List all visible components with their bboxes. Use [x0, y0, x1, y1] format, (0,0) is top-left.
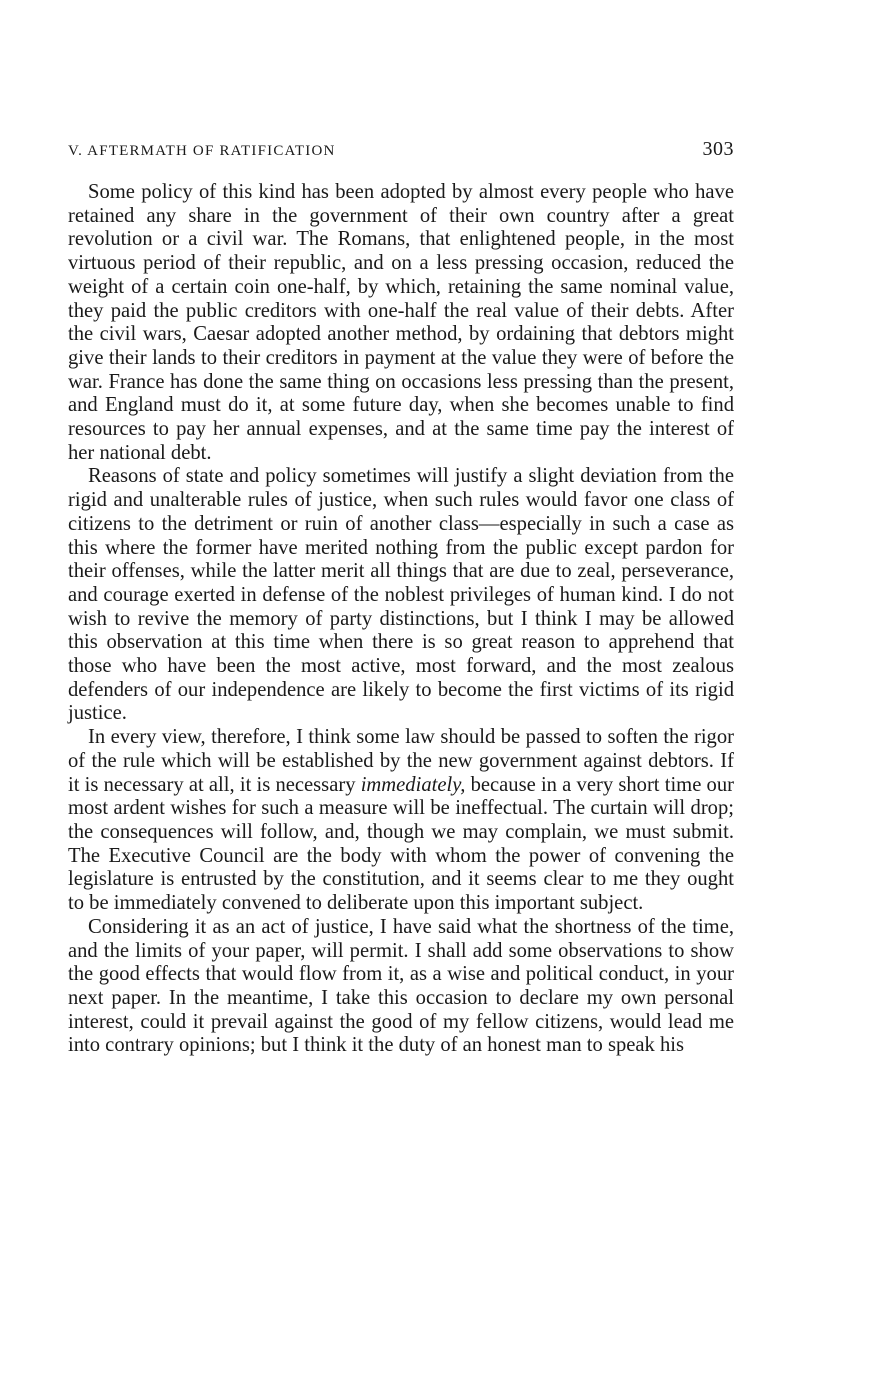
paragraph-1: Some policy of this kind has been adopted by almost every people who have retained any share in the government of their own country after a great revolution or a civil war. The Romans, that enlightened people, in the most virtuous period of their republic, and on a less pressing occasion, reduced the weight of a certain coin one-half, by which, retaining the same nominal value, they paid the public creditors with one-half the real value of their debts. After the civil wars, Caesar adopted another method, by ordaining that debtors might give their lands to their creditors in payment at the value they were of before the war. France has done the same thing on occasions less pressing than the present, and England must do it, at some future day, when she becomes unable to find resources to pay her annual expenses, and at the same time pay the interest of her national debt.: [68, 181, 734, 464]
paragraph-4: Considering it as an act of justice, I have said what the shortness of the time, and the limits of your paper, will permit. I shall add some observations to show the good effects that would flow from it, as a wise and political conduct, in your next paper. In the meantime, I take this occasion to declare my own personal interest, could it prevail against the good of my fellow citizens, would lead me into contrary opinions; but I think it the duty of an honest man to speak his: [68, 915, 734, 1057]
body-text: [68, 181, 734, 1058]
paragraph-3: [68, 726, 734, 916]
paragraph-2: Reasons of state and policy sometimes will justify a slight deviation from the rigid and unalterable rules of justice, when such rules would favor one class of citizens to the detriment or ruin of another class—especially in such a case as this where the former have merited nothing from the public except pardon for their offenses, while the latter merit all things that are due to zeal, perseverance, and courage exerted in defense of the noblest privileges of human kind. I do not wish to revive the memory of party distinctions, but I think I may be allowed this observation at this time when there is so great reason to apprehend that those who have been the most active, most forward, and the most zealous defenders of our independence are likely to become the first victims of its rigid justice.: [68, 465, 734, 725]
document-page: [68, 138, 734, 1058]
paragraph-3-text-after: because in a very short time our most ardent wishes for such a measure will be ineffectual. The curtain will drop; the consequences will follow, and, though we may complain, we must submit. The Executive Council are the body with whom the power of convening the legislature is entrusted by the constitution, and it seems clear to me they ought to be immediately convened to deliberate upon this important subject.: [68, 773, 734, 915]
page-number: 303: [702, 138, 734, 160]
running-head: [68, 138, 734, 161]
emphasized-word: immediately,: [360, 773, 466, 796]
paragraph-3-text-before: In every view, therefore, I think some law should be passed to soften the rigor of the rule which will be established by the new government against debtors. If it is necessary at all, it is necessary: [68, 726, 734, 796]
running-title: V. AFTERMATH OF RATIFICATION: [68, 143, 336, 159]
